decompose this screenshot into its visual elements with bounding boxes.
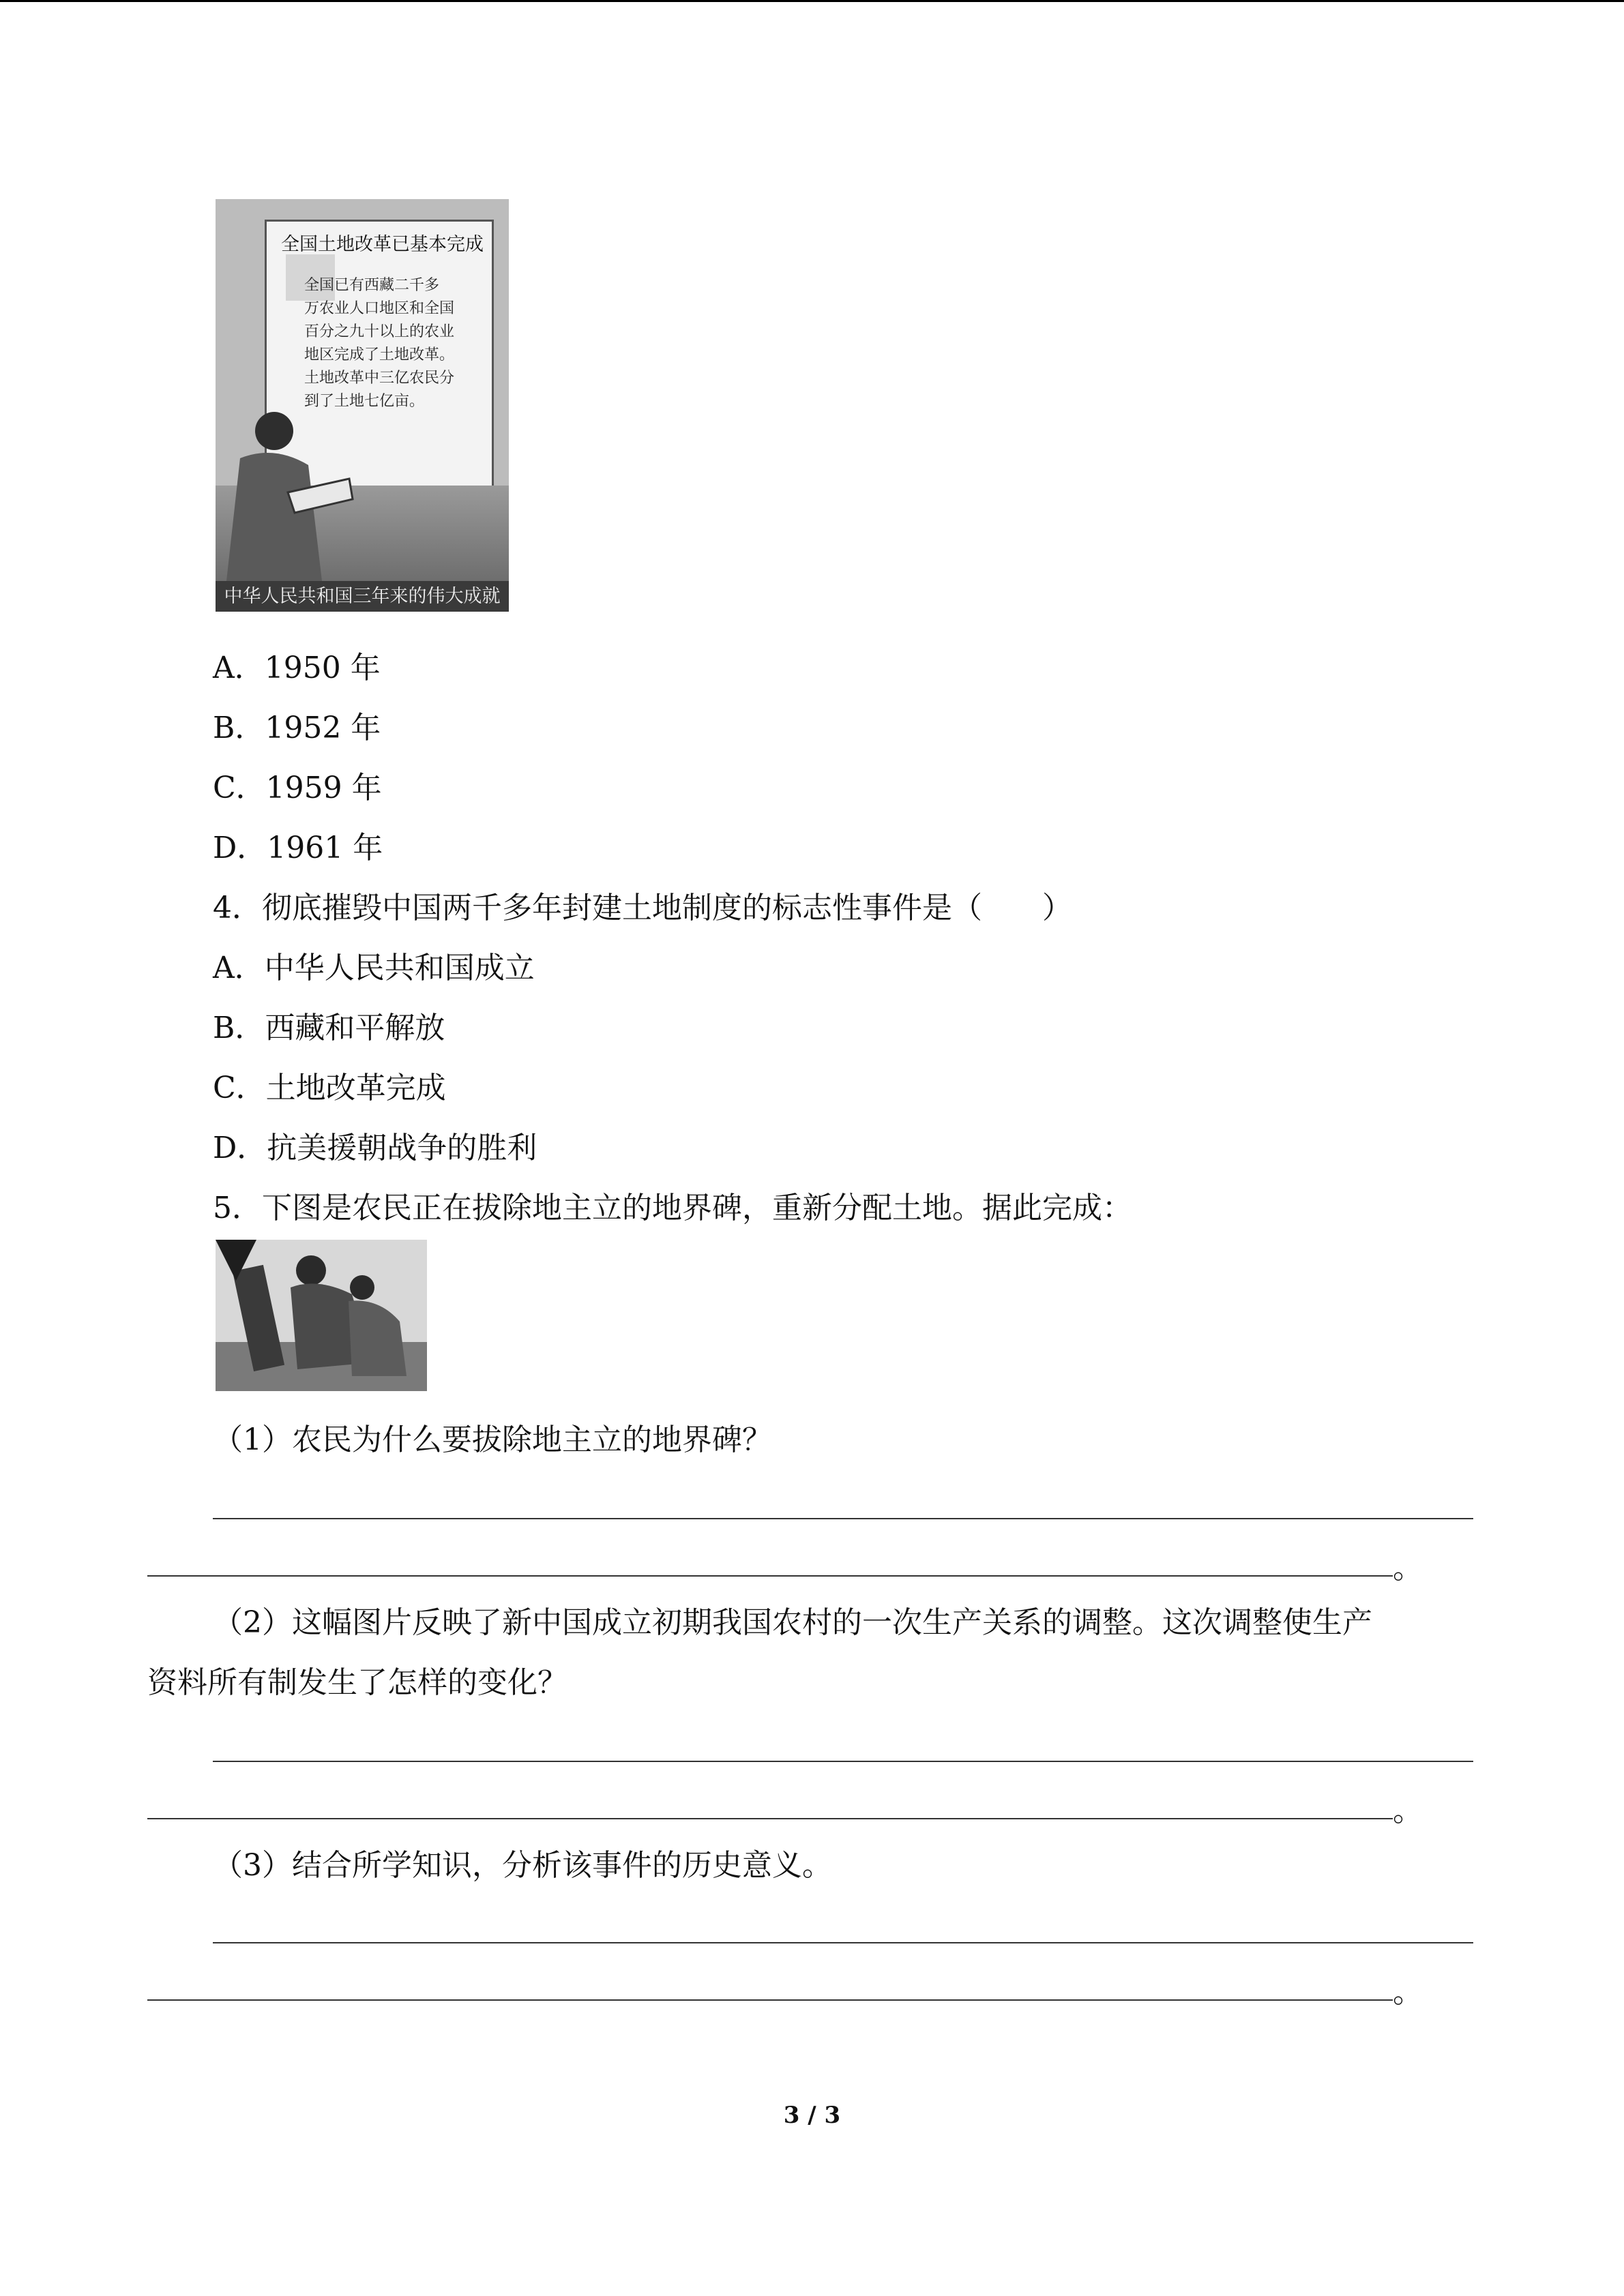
poster-body-line: 地区完成了土地改革。	[304, 346, 455, 363]
poster-body-text	[304, 274, 482, 413]
q5-stem: 5．下图是农民正在拔除地主立的地界碑，重新分配土地。据此完成：	[213, 1191, 1132, 1225]
q5-sub3-question: （3）结合所学知识，分析该事件的历史意义。	[213, 1848, 832, 1883]
q4-stem: 4．彻底摧毁中国两千多年封建土地制度的标志性事件是（ ）	[213, 891, 1072, 925]
farmers-removing-boundary-stone-photo	[216, 1240, 427, 1391]
answer-line[interactable]	[213, 1518, 1473, 1519]
poster-body-line: 百分之九十以上的农业	[304, 323, 455, 340]
poster-body-line: 到了土地七亿亩。	[304, 393, 425, 410]
top-border	[0, 0, 1624, 2]
q5-sub2-question-cont: 资料所有制发生了怎样的变化？	[147, 1665, 567, 1700]
q3-option-d: D．1961 年	[213, 831, 383, 865]
poster-footer-banner: 中华人民共和国三年来的伟大成就	[216, 581, 509, 612]
q4-option-d: D．抗美援朝战争的胜利	[213, 1131, 537, 1165]
page-number: 3 / 3	[783, 2102, 841, 2129]
answer-line[interactable]	[213, 1942, 1473, 1943]
answer-line[interactable]	[213, 1761, 1473, 1762]
answer-line[interactable]	[147, 1575, 1393, 1577]
q3-option-c: C．1959 年	[213, 771, 382, 805]
q3-option-b: B．1952 年	[213, 711, 381, 745]
q5-sub1-question: （1）农民为什么要拔除地主立的地界碑？	[213, 1422, 772, 1457]
poster-headline: 全国土地改革已基本完成	[281, 234, 484, 255]
land-reform-poster	[216, 199, 509, 612]
poster-farmer-figure	[220, 404, 356, 581]
q3-option-a: A．1950 年	[213, 651, 381, 685]
answer-line[interactable]	[147, 1818, 1393, 1819]
q5-sub2-question: （2）这幅图片反映了新中国成立初期我国农村的一次生产关系的调整。这次调整使生产	[213, 1605, 1372, 1640]
poster-body-line: 土地改革中三亿农民分	[304, 370, 455, 387]
q4-option-a: A．中华人民共和国成立	[213, 951, 535, 985]
poster-body-line: 万农业人口地区和全国	[304, 300, 455, 317]
q4-option-b: B．西藏和平解放	[213, 1011, 445, 1045]
answer-period: 。	[1393, 1793, 1423, 1828]
answer-line[interactable]	[147, 1999, 1393, 2001]
poster-body-line: 全国已有西藏二千多	[304, 277, 440, 294]
answer-period: 。	[1393, 1975, 1423, 2010]
answer-period: 。	[1393, 1551, 1423, 1585]
q4-option-c: C．土地改革完成	[213, 1071, 446, 1105]
